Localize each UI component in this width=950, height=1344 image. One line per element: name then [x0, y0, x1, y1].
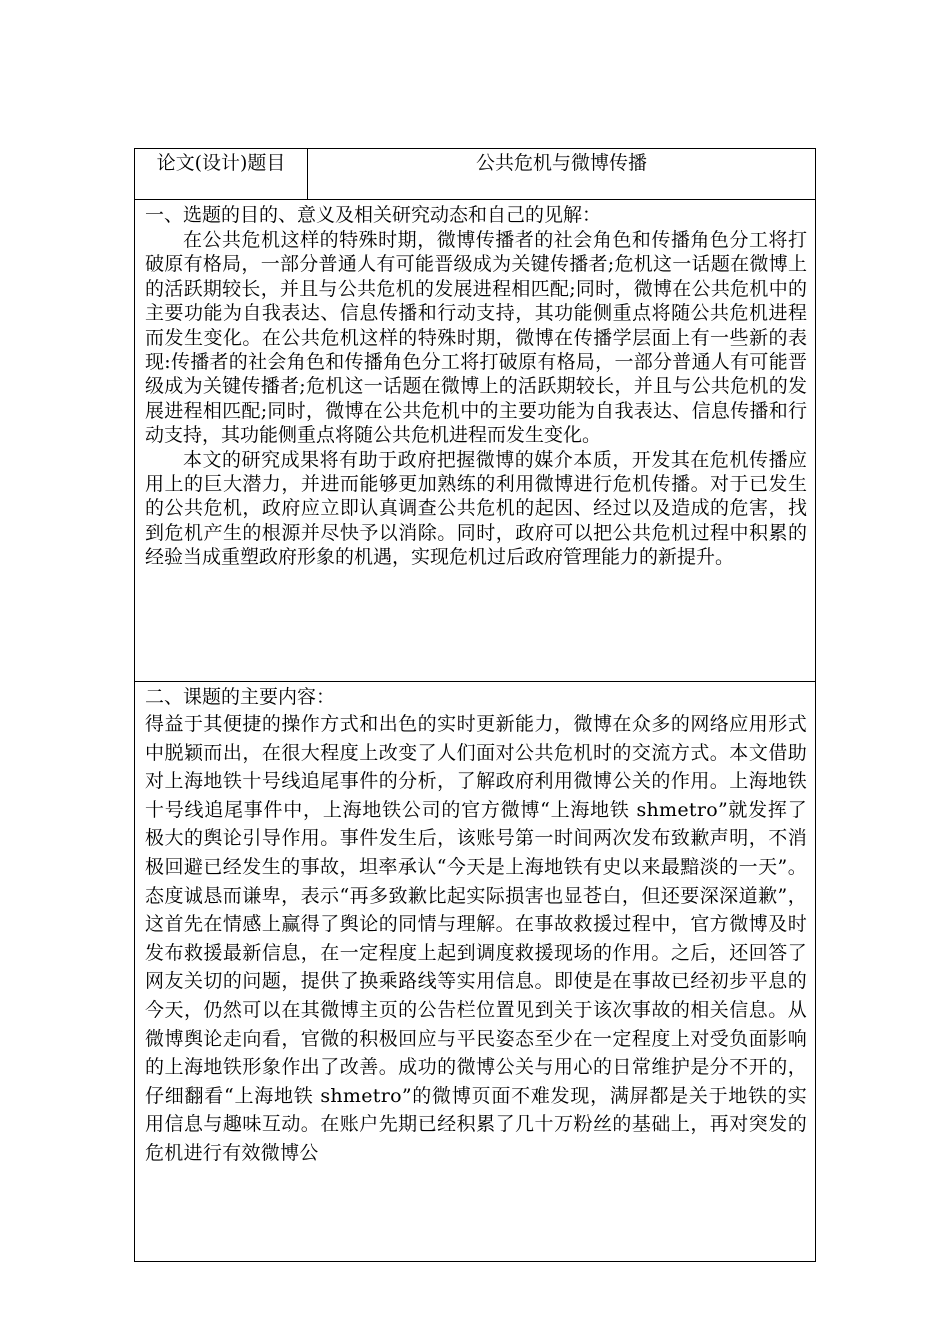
section-main-content [135, 682, 816, 1262]
title-label: 论文(设计)题目 [135, 149, 308, 200]
section-2-paragraph: 得益于其便捷的操作方式和出色的实时更新能力，微博在众多的网络应用形式中脱颖而出，在很大程度上改变了人们面对公共危机时的交流方式。本文借助对上海地铁十号线追尾事件的分析，了解政府利用微博公关的作用。上海地铁十号线追尾事件中，上海地铁公司的官方微博“上海地铁 shmetro”就发挥了极大的舆论引导作用。事件发生后，该账号第一时间两次发布致歉声明，不消极回避已经发生的事故，坦率承认“今天是上海地铁有史以来最黯淡的一天”。态度诚恳而谦卑，表示“再多致歉比起实际损害也显苍白，但还要深深道歉”，这首先在情感上赢得了舆论的同情与理解。在事故救援过程中，官方微博及时发布救援最新信息，在一定程度上起到调度救援现场的作用。之后，还回答了网友关切的问题，提供了换乘路线等实用信息。即使是在事故已经初步平息的今天，仍然可以在其微博主页的公告栏位置见到关于该次事故的相关信息。从微博舆论走向看，官微的积极回应与平民姿态至少在一定程度上对受负面影响的上海地铁形象作出了改善。成功的微博公关与用心的日常维护是分不开的，仔细翻看“上海地铁 shmetro”的微博页面不难发现，满屏都是关于地铁的实用信息与趣味互动。在账户先期已经积累了几十万粉丝的基础上，再对突发的危机进行有效微博公 [145, 713, 807, 1164]
section-1-heading: 一、选题的目的、意义及相关研究动态和自己的见解： [145, 204, 602, 226]
section-1-row [135, 200, 816, 682]
section-2-heading: 二、课题的主要内容： [145, 686, 336, 708]
section-1-paragraph-1: 在公共危机这样的特殊时期，微博传播者的社会角色和传播角色分工将打破原有格局，一部分普通人有可能晋级成为关键传播者;危机这一话题在微博上的活跃期较长，并且与公共危机的发展进程相匹配;同时，微博在公共危机中的主要功能为自我表达、信息传播和行动支持，其功能侧重点将随公共危机进程而发生变化。在公共危机这样的特殊时期，微博在传播学层面上有一些新的表现:传播者的社会角色和传播角色分工将打破原有格局，一部分普通人有可能晋级成为关键传播者;危机这一话题在微博上的活跃期较长，并且与公共危机的发展进程相匹配;同时，微博在公共危机中的主要功能为自我表达、信息传播和行动支持，其功能侧重点将随公共危机进程而发生变化。 [145, 229, 807, 447]
section-purpose [135, 200, 816, 682]
section-1-paragraph-2: 本文的研究成果将有助于政府把握微博的媒介本质，开发其在危机传播应用上的巨大潜力，并进而能够更加熟练的利用微博进行危机传播。对于已发生的公共危机，政府应立即认真调查公共危机的起因、经过以及造成的危害，找到危机产生的根源并尽快予以消除。同时，政府可以把公共危机过程中积累的经验当成重塑政府形象的机遇，实现危机过后政府管理能力的新提升。 [145, 448, 807, 569]
proposal-form-table [134, 148, 816, 1262]
thesis-title: 公共危机与微博传播 [308, 149, 816, 200]
title-row [135, 149, 816, 200]
section-2-row [135, 682, 816, 1262]
